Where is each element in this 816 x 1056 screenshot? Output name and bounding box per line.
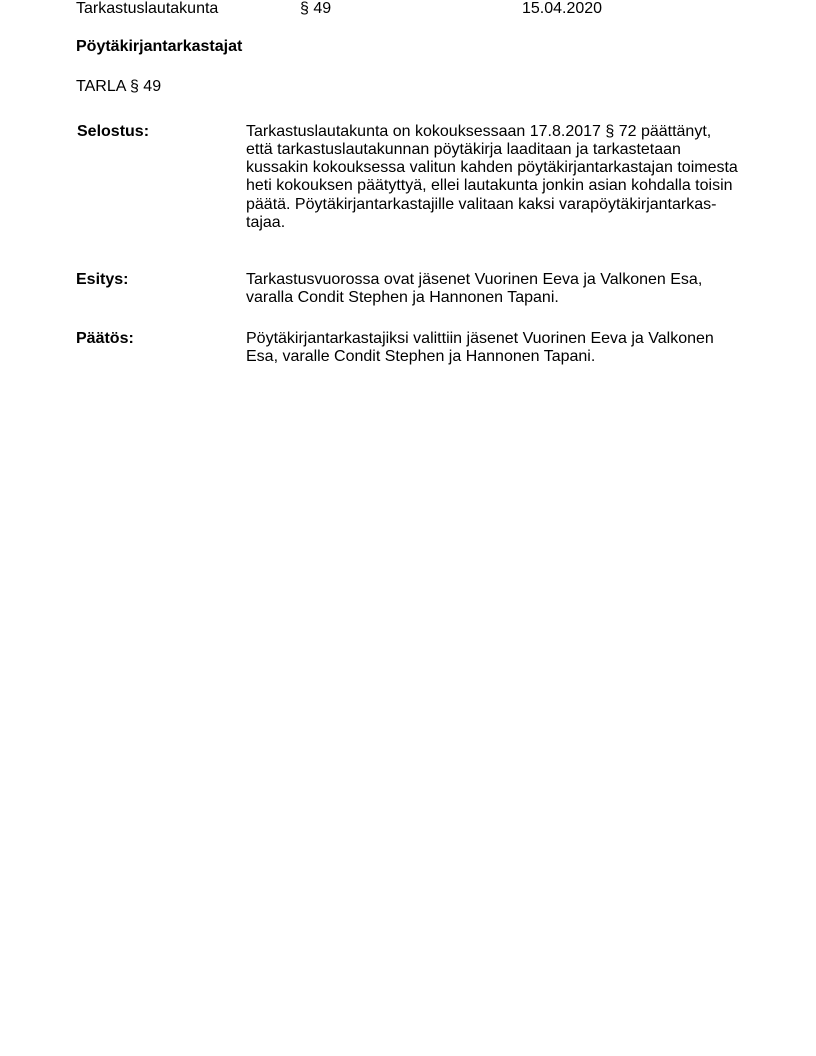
header-date: 15.04.2020 [522, 0, 603, 17]
selostus-line: Tarkastuslautakunta on kokouksessaan 17.8.2017 § 72 päättänyt, [246, 123, 712, 140]
selostus-line: heti kokouksen päätyttyä, ellei lautakunta jonkin asian kohdalla toisin [246, 177, 733, 194]
document-title: Pöytäkirjantarkastajat [76, 38, 243, 55]
esitys-line: varalla Condit Stephen ja Hannonen Tapani. [246, 289, 559, 306]
reference-label: TARLA § 49 [76, 78, 162, 95]
header-body-name: Tarkastuslautakunta [76, 0, 219, 17]
paatos-line: Esa, varalle Condit Stephen ja Hannonen Tapani. [246, 348, 596, 365]
paatos-label: Päätös: [76, 330, 134, 347]
selostus-label: Selostus: [77, 123, 150, 140]
selostus-line: päätä. Pöytäkirjantarkastajille valitaan kaksi varapöytäkirjantarkas- [246, 196, 717, 213]
esitys-label: Esitys: [76, 271, 129, 288]
paatos-line: Pöytäkirjantarkastajiksi valittiin jäsenet Vuorinen Eeva ja Valkonen [246, 330, 714, 347]
selostus-line: tajaa. [246, 214, 286, 231]
selostus-line: että tarkastuslautakunnan pöytäkirja laaditaan ja tarkastetaan [246, 141, 681, 158]
selostus-line: kussakin kokouksessa valitun kahden pöytäkirjantarkastajan toimesta [246, 159, 738, 176]
esitys-line: Tarkastusvuorossa ovat jäsenet Vuorinen Eeva ja Valkonen Esa, [246, 271, 703, 288]
header-section-number: § 49 [300, 0, 332, 17]
